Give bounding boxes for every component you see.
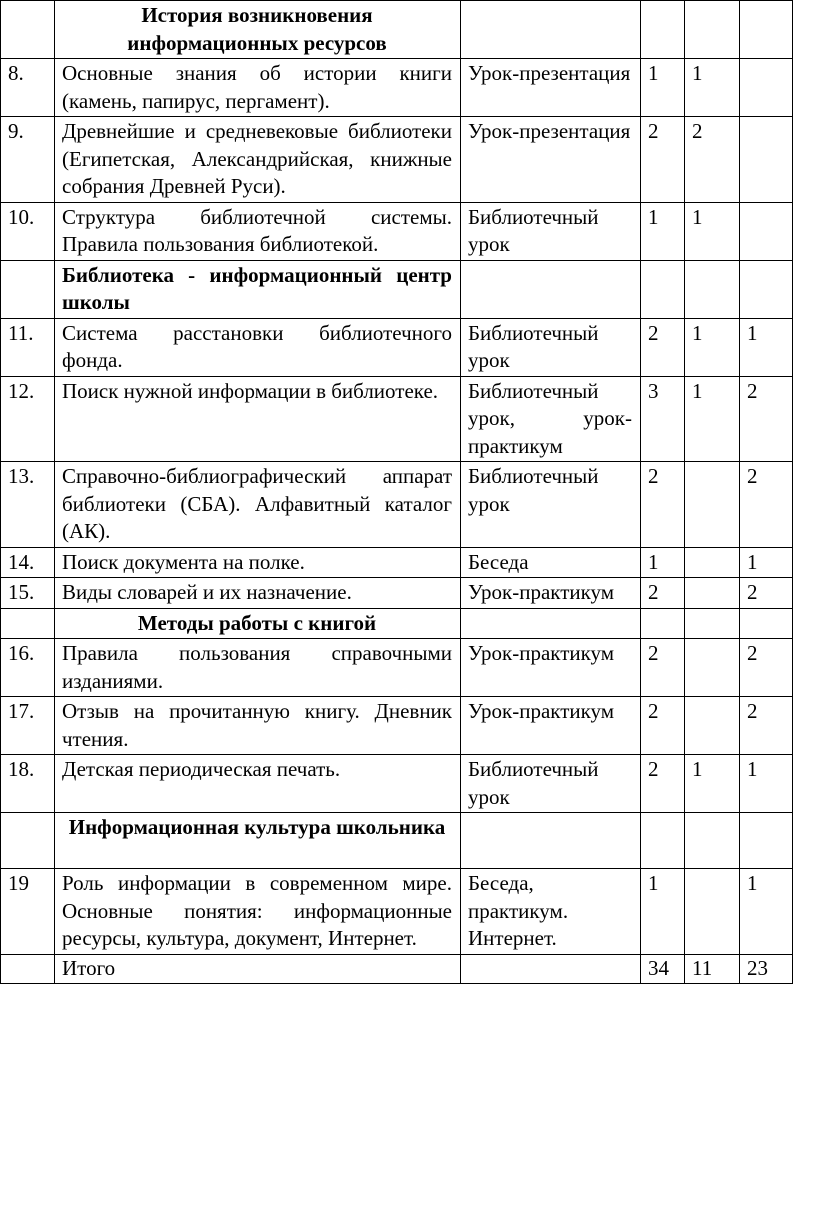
practice-cell: 2 <box>740 462 793 548</box>
num-cell: 17. <box>1 697 55 755</box>
total-cell: 1 <box>641 869 685 955</box>
num-cell <box>1 260 55 318</box>
num-cell: 9. <box>1 117 55 203</box>
theory-cell: 1 <box>685 376 740 462</box>
form-cell: Урок-презентация <box>461 117 641 203</box>
num-cell: 11. <box>1 318 55 376</box>
theory-cell <box>685 1 740 59</box>
section-row <box>1 260 793 318</box>
form-cell <box>461 813 641 869</box>
form-cell <box>461 608 641 639</box>
topic-cell: Правила пользования справочными изданиями. <box>55 639 461 697</box>
table-row <box>1 462 793 548</box>
theory-cell: 2 <box>685 117 740 203</box>
practice-cell <box>740 59 793 117</box>
section-title: Информационная культура школьника <box>55 813 461 869</box>
theory-cell <box>685 547 740 578</box>
theory-cell: 1 <box>685 755 740 813</box>
table-row <box>1 578 793 609</box>
num-cell: 16. <box>1 639 55 697</box>
table-row <box>1 318 793 376</box>
num-cell <box>1 608 55 639</box>
theory-cell: 1 <box>685 59 740 117</box>
form-cell: Библиотечный урок <box>461 318 641 376</box>
theory-cell <box>685 813 740 869</box>
theory-cell <box>685 260 740 318</box>
form-cell <box>461 1 641 59</box>
practice-cell: 1 <box>740 755 793 813</box>
practice-cell <box>740 608 793 639</box>
section-row <box>1 608 793 639</box>
topic-cell: Древнейшие и средневековые библиотеки (Египетская, Александрийская, книжные собрания Древней Руси). <box>55 117 461 203</box>
total-cell: 2 <box>641 639 685 697</box>
num-cell: 18. <box>1 755 55 813</box>
total-cell: 1 <box>641 202 685 260</box>
total-cell <box>641 260 685 318</box>
table-row <box>1 869 793 955</box>
practice-cell: 2 <box>740 697 793 755</box>
topic-cell: Поиск документа на полке. <box>55 547 461 578</box>
topic-cell: Основные знания об истории книги (камень, папирус, пергамент). <box>55 59 461 117</box>
total-cell: 1 <box>641 547 685 578</box>
topic-cell: Отзыв на прочитанную книгу. Дневник чтения. <box>55 697 461 755</box>
section-row <box>1 813 793 869</box>
practice-cell: 2 <box>740 639 793 697</box>
total-label: Итого <box>55 954 461 984</box>
table-row <box>1 202 793 260</box>
num-cell: 8. <box>1 59 55 117</box>
total-cell: 3 <box>641 376 685 462</box>
num-cell: 15. <box>1 578 55 609</box>
total-cell: 2 <box>641 462 685 548</box>
practice-cell: 2 <box>740 578 793 609</box>
total-cell: 2 <box>641 578 685 609</box>
theory-cell <box>685 578 740 609</box>
practice-cell: 1 <box>740 547 793 578</box>
theory-cell <box>685 869 740 955</box>
total-cell: 1 <box>641 59 685 117</box>
practice-cell: 1 <box>740 318 793 376</box>
table-row <box>1 59 793 117</box>
practice-cell <box>740 117 793 203</box>
num-cell: 14. <box>1 547 55 578</box>
practice-cell <box>740 1 793 59</box>
total-cell: 2 <box>641 755 685 813</box>
num-cell <box>1 1 55 59</box>
theory-cell <box>685 697 740 755</box>
theory-cell <box>685 608 740 639</box>
section-row <box>1 1 793 59</box>
num-cell: 10. <box>1 202 55 260</box>
form-cell: Урок-презентация <box>461 59 641 117</box>
topic-cell: Поиск нужной информации в библиотеке. <box>55 376 461 462</box>
form-cell: Беседа <box>461 547 641 578</box>
topic-cell: Структура библиотечной системы. Правила пользования библиотекой. <box>55 202 461 260</box>
section-title: Методы работы с книгой <box>55 608 461 639</box>
num-cell <box>1 813 55 869</box>
practice-cell: 2 <box>740 376 793 462</box>
form-cell: Урок-практикум <box>461 639 641 697</box>
topic-cell: Справочно-библиографический аппарат библиотеки (СБА). Алфавитный каталог (АК). <box>55 462 461 548</box>
practice-cell <box>740 260 793 318</box>
section-title: Библиотека - информационный центр школы <box>55 260 461 318</box>
theory-cell: 11 <box>685 954 740 984</box>
theory-cell: 1 <box>685 202 740 260</box>
table-row <box>1 547 793 578</box>
form-cell <box>461 260 641 318</box>
theory-cell <box>685 639 740 697</box>
form-cell: Библиотечный урок <box>461 755 641 813</box>
num-cell: 13. <box>1 462 55 548</box>
table-row <box>1 697 793 755</box>
total-cell <box>641 813 685 869</box>
form-cell <box>461 954 641 984</box>
total-row <box>1 954 793 984</box>
topic-cell: Детская периодическая печать. <box>55 755 461 813</box>
form-cell: Библиотечный урок <box>461 462 641 548</box>
section-title: История возникновения информационных ресурсов <box>55 1 461 59</box>
num-cell: 19 <box>1 869 55 955</box>
topic-cell: Система расстановки библиотечного фонда. <box>55 318 461 376</box>
num-cell: 12. <box>1 376 55 462</box>
form-cell: Урок-практикум <box>461 578 641 609</box>
practice-cell: 1 <box>740 869 793 955</box>
topic-cell: Виды словарей и их назначение. <box>55 578 461 609</box>
total-cell <box>641 1 685 59</box>
table-row <box>1 376 793 462</box>
form-cell: Библиотечный урок, урок-практикум <box>461 376 641 462</box>
practice-cell <box>740 202 793 260</box>
topic-cell: Роль информации в современном мире. Основные понятия: информационные ресурсы, культура, документ, Интернет. <box>55 869 461 955</box>
practice-cell <box>740 813 793 869</box>
table-row <box>1 639 793 697</box>
table-row <box>1 117 793 203</box>
total-cell: 34 <box>641 954 685 984</box>
table-row <box>1 755 793 813</box>
form-cell: Библиотечный урок <box>461 202 641 260</box>
total-cell <box>641 608 685 639</box>
practice-cell: 23 <box>740 954 793 984</box>
total-cell: 2 <box>641 318 685 376</box>
form-cell: Беседа, практикум. Интернет. <box>461 869 641 955</box>
total-cell: 2 <box>641 697 685 755</box>
theory-cell: 1 <box>685 318 740 376</box>
form-cell: Урок-практикум <box>461 697 641 755</box>
total-cell: 2 <box>641 117 685 203</box>
num-cell <box>1 954 55 984</box>
theory-cell <box>685 462 740 548</box>
